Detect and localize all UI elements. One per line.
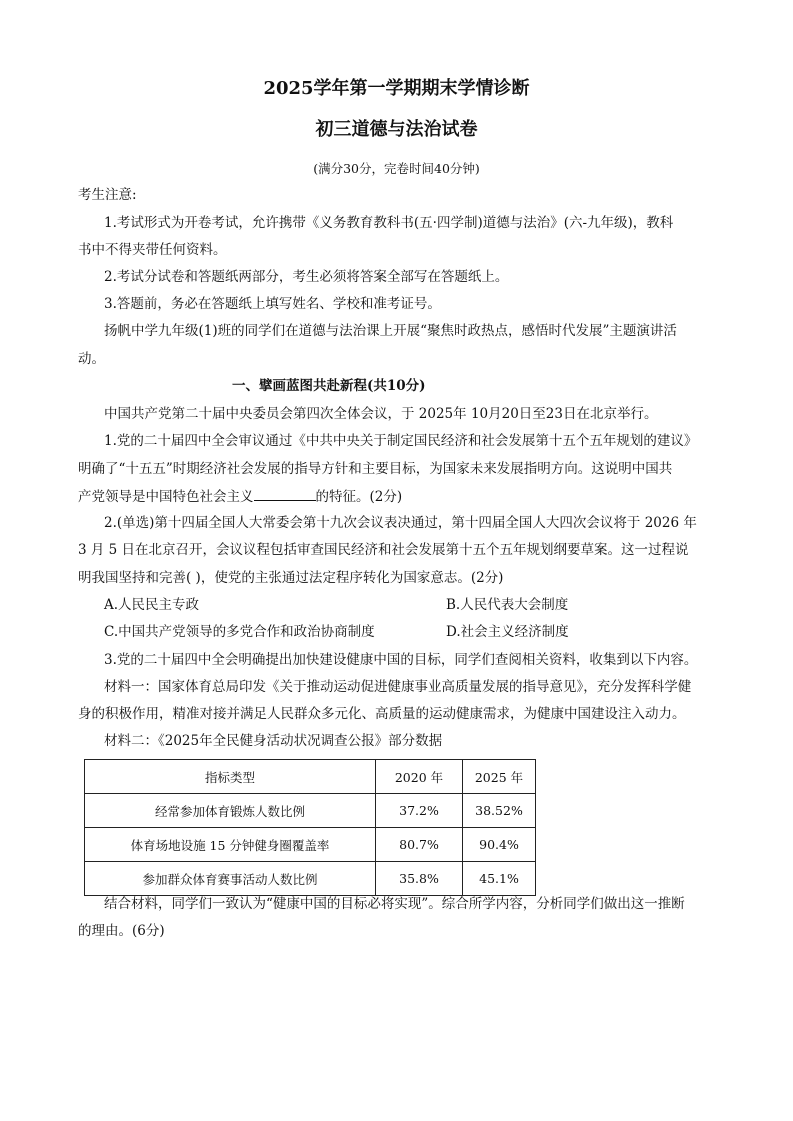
exam-subtitle: 初三道德与法治试卷 bbox=[315, 119, 478, 140]
table-header-cell: 2020 年 bbox=[376, 760, 463, 794]
table-cell: 35.8% bbox=[376, 862, 463, 896]
table-cell: 参加群众体育赛事活动人数比例 bbox=[85, 862, 376, 896]
table-cell: 45.1% bbox=[463, 862, 536, 896]
table-cell: 90.4% bbox=[463, 828, 536, 862]
answer-blank bbox=[254, 487, 316, 501]
notice-item-1-line-2: 书中不得夹带任何资料。 bbox=[78, 242, 227, 258]
table-header-cell: 2025 年 bbox=[463, 760, 536, 794]
question-2-line-1: 2.(单选)第十四届全国人大常委会第十九次会议表决通过，第十四届全国人大四次会议将于 2026 年 bbox=[104, 515, 697, 531]
notice-heading: 考生注意: bbox=[78, 187, 137, 203]
material-1-line-1: 材料一：国家体育总局印发《关于推动运动促进健康事业高质量发展的指导意见》，充分发挥科学健 bbox=[104, 679, 692, 695]
question-3-prompt-line-1: 结合材料，同学们一致认为“健康中国的目标必将实现”。综合所学内容，分析同学们做出这一推断 bbox=[104, 896, 685, 912]
material-2-caption: 材料二：《2025年全民健身活动状况调查公报》部分数据 bbox=[104, 733, 443, 749]
table-row bbox=[85, 828, 536, 862]
question-1-text-before-blank: 产党领导是中国特色社会主义 bbox=[78, 489, 254, 505]
table-cell: 80.7% bbox=[376, 828, 463, 862]
notice-item-3: 3.答题前，务必在答题纸上填写姓名、学校和准考证号。 bbox=[104, 296, 441, 312]
question-2-line-2: 3 月 5 日在北京召开，会议议程包括审查国民经济和社会发展第十五个五年规划纲要草案。这一过程说 bbox=[78, 542, 689, 558]
table-header-cell: 指标类型 bbox=[85, 760, 376, 794]
table-cell: 经常参加体育锻炼人数比例 bbox=[85, 794, 376, 828]
table-cell: 38.52% bbox=[463, 794, 536, 828]
question-3-line-1: 3.党的二十届四中全会明确提出加快建设健康中国的目标，同学们查阅相关资料，收集到以下内容。 bbox=[104, 652, 698, 668]
table-cell: 体育场地设施 15 分钟健身圈覆盖率 bbox=[85, 828, 376, 862]
question-2-line-3: 明我国坚持和完善( )，使党的主张通过法定程序转化为国家意志。(2分) bbox=[78, 570, 504, 586]
section-1-heading: 一、擘画蓝图共赴新程(共10分) bbox=[232, 378, 426, 394]
fitness-survey-table bbox=[84, 759, 536, 896]
notice-item-1-line-1: 1.考试形式为开卷考试，允许携带《义务教育教科书(五·四学制)道德与法治》(六-九年级)，教科 bbox=[104, 215, 674, 231]
question-3-prompt-line-2: 的理由。(6分) bbox=[78, 923, 165, 939]
table-cell: 37.2% bbox=[376, 794, 463, 828]
question-1-line-2: 明确了“十五五”时期经济社会发展的指导方针和主要目标，为国家未来发展指明方向。这说明中国共 bbox=[78, 461, 673, 477]
material-1-line-2: 身的积极作用，精准对接并满足人民群众多元化、高质量的运动健康需求，为健康中国建设注入动力。 bbox=[78, 706, 686, 722]
option-c: C.中国共产党领导的多党合作和政治协商制度 bbox=[104, 624, 375, 640]
table-row bbox=[85, 794, 536, 828]
intro-line-2: 动。 bbox=[78, 351, 105, 367]
section-1-context: 中国共产党第二十届中央委员会第四次全体会议，于 2025年 10月20日至23日在北京举行。 bbox=[104, 406, 658, 422]
intro-line-1: 扬帆中学九年级(1)班的同学们在道德与法治课上开展“聚焦时政热点，感悟时代发展”主题演讲活 bbox=[104, 323, 677, 339]
exam-title: 2025学年第一学期期末学情诊断 bbox=[263, 78, 530, 99]
notice-item-2: 2.考试分试卷和答题纸两部分，考生必须将答案全部写在答题纸上。 bbox=[104, 269, 509, 285]
table-row bbox=[85, 862, 536, 896]
table-header-row bbox=[85, 760, 536, 794]
option-b: B.人民代表大会制度 bbox=[446, 597, 569, 613]
option-a: A.人民民主专政 bbox=[104, 597, 200, 613]
option-d: D.社会主义经济制度 bbox=[446, 624, 569, 640]
exam-score-time-note: (满分30分，完卷时间40分钟) bbox=[313, 161, 480, 176]
question-1-line-3 bbox=[78, 487, 402, 506]
question-1-line-1: 1.党的二十届四中全会审议通过《中共中央关于制定国民经济和社会发展第十五个五年规划的建议》 bbox=[104, 433, 698, 449]
question-1-text-after-blank: 的特征。(2分) bbox=[315, 489, 403, 505]
